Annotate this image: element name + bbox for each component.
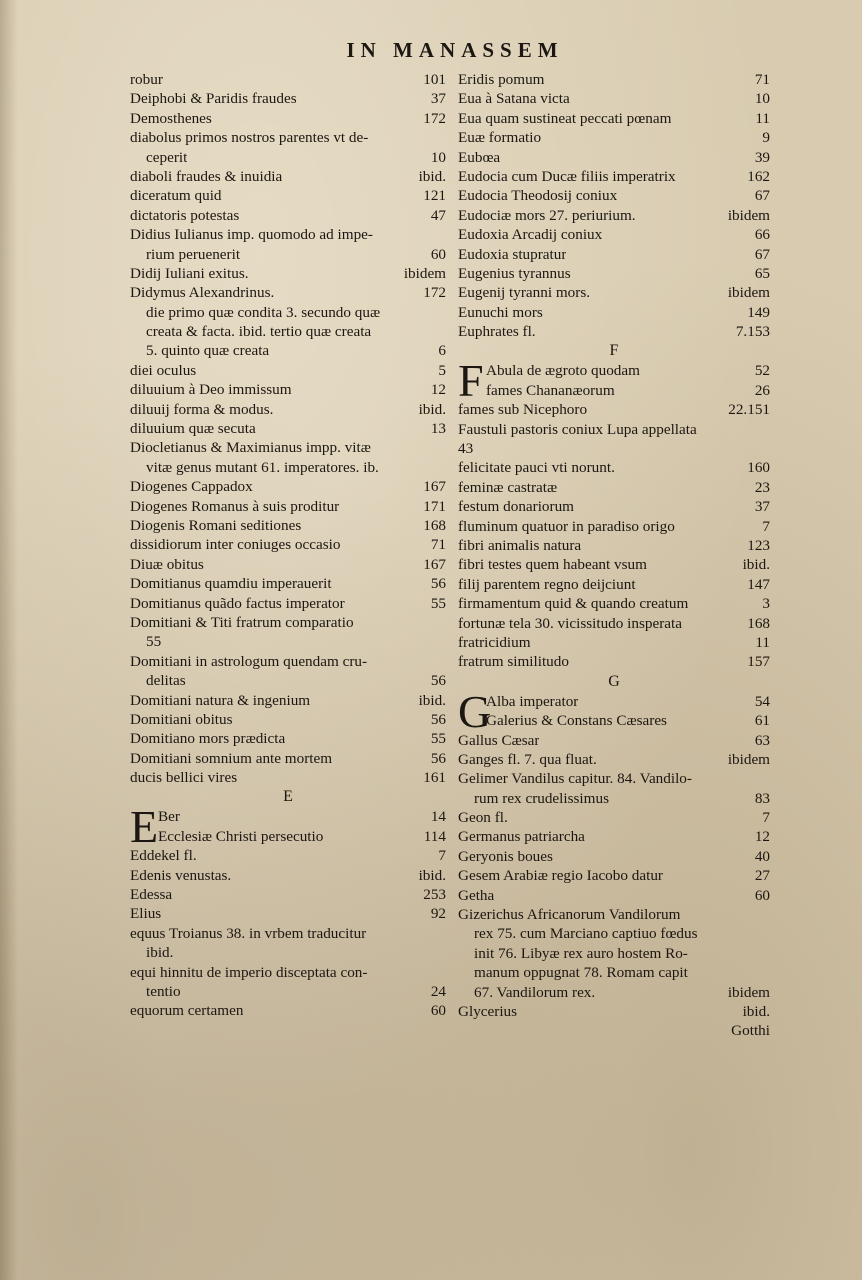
entry-term: Deiphobi & Paridis fraudes xyxy=(130,90,297,108)
entry-page-ref: 7 xyxy=(762,809,770,827)
entry-term: Domitiani natura & ingenium xyxy=(130,691,311,709)
entry-page-ref: 56 xyxy=(430,575,446,593)
index-entry xyxy=(130,768,446,787)
index-entry xyxy=(130,458,446,477)
entry-term: Domitiano mors prædicta xyxy=(130,730,286,748)
index-entry xyxy=(130,128,446,147)
index-entry xyxy=(458,827,770,846)
entry-page-ref: 172 xyxy=(423,284,446,302)
index-entry xyxy=(130,186,446,205)
index-entry xyxy=(130,807,446,826)
entry-page-ref: 7 xyxy=(438,847,446,865)
index-entry xyxy=(130,749,446,768)
index-entry xyxy=(458,517,770,536)
index-entry xyxy=(130,885,446,904)
entry-page-ref: 54 xyxy=(754,692,770,710)
entry-page-ref: 23 xyxy=(754,478,770,496)
index-entry xyxy=(130,303,446,322)
entry-page-ref: 66 xyxy=(754,226,770,244)
index-entry xyxy=(458,905,770,924)
index-entry xyxy=(458,1021,770,1040)
entry-term: ibid. xyxy=(146,944,174,962)
entry-page-ref: ibid. xyxy=(418,400,446,418)
entry-page-ref: 10 xyxy=(430,148,446,166)
entry-page-ref: 56 xyxy=(430,672,446,690)
entry-page-ref: 11 xyxy=(755,633,770,651)
index-entry xyxy=(458,692,770,711)
entry-term: Eugenij tyranni mors. xyxy=(458,284,591,302)
entry-term: equorum certamen xyxy=(130,1002,244,1020)
entry-page-ref: 37 xyxy=(754,498,770,516)
entry-page-ref: 83 xyxy=(754,789,770,807)
index-entry xyxy=(458,109,770,128)
entry-term: Geon fl. xyxy=(458,809,508,827)
index-entry xyxy=(130,400,446,419)
entry-term: diaboli fraudes & inuidia xyxy=(130,167,283,185)
entry-term: Eua quam sustineat peccati pœnam xyxy=(458,109,672,127)
entry-page-ref: ibidem xyxy=(727,284,770,302)
entry-term: fratricidium xyxy=(458,633,531,651)
entry-term: vitæ genus mutant 61. imperatores. ib. xyxy=(146,458,379,476)
entry-term: fortunæ tela 30. vicissitudo insperata xyxy=(458,614,682,632)
index-entry xyxy=(130,516,446,535)
index-entry xyxy=(130,982,446,1001)
entry-term: fluminum quatuor in paradiso origo xyxy=(458,517,675,535)
entry-page-ref: 55 xyxy=(430,594,446,612)
entry-term: Domitiani & Titi fratrum comparatio xyxy=(130,613,354,631)
entry-term: rex 75. cum Marciano captiuo fœdus xyxy=(474,925,698,943)
entry-term: Elius xyxy=(130,905,162,923)
index-entry xyxy=(130,729,446,748)
index-entry xyxy=(458,652,770,671)
entry-term: delitas xyxy=(146,672,186,690)
entry-term: Ecclesiæ Christi persecutio xyxy=(158,827,324,845)
index-entry xyxy=(130,148,446,167)
index-entry xyxy=(458,478,770,497)
entry-page-ref: 55 xyxy=(430,730,446,748)
entry-page-ref: 114 xyxy=(423,827,446,845)
entry-term: Demosthenes xyxy=(130,109,212,127)
entry-page-ref: 162 xyxy=(747,167,770,185)
entry-term: ducis bellici vires xyxy=(130,769,238,787)
index-entry xyxy=(130,671,446,690)
index-entry xyxy=(458,711,770,730)
entry-term: Euæ formatio xyxy=(458,129,542,147)
entry-page-ref: 61 xyxy=(754,712,770,730)
index-entry xyxy=(130,167,446,186)
dropcap-block xyxy=(130,801,446,853)
entry-term: manum oppugnat 78. Romam capit xyxy=(474,964,688,982)
entry-term: diceratum quid xyxy=(130,187,222,205)
entry-term: Eddekel fl. xyxy=(130,847,197,865)
index-entry xyxy=(458,420,770,439)
index-entry xyxy=(458,789,770,808)
entry-term: diluuium quæ secuta xyxy=(130,420,256,438)
entry-page-ref: ibid. xyxy=(742,556,770,574)
index-entry xyxy=(130,225,446,244)
entry-term: 67. Vandilorum rex. xyxy=(474,983,596,1001)
entry-page-ref: 253 xyxy=(423,886,446,904)
index-entry xyxy=(458,555,770,574)
index-entry xyxy=(458,808,770,827)
index-entry xyxy=(130,70,446,89)
index-entry xyxy=(458,361,770,380)
entry-page-ref: ibidem xyxy=(727,983,770,1001)
entry-page-ref: 160 xyxy=(747,459,770,477)
entry-term: Euphrates fl. xyxy=(458,323,536,341)
entry-term: Diocletianus & Maximianus impp. vitæ xyxy=(130,439,371,457)
entry-term: Eudocia cum Ducæ filiis imperatrix xyxy=(458,167,676,185)
index-column-left xyxy=(130,70,446,1021)
entry-page-ref: 60 xyxy=(430,1002,446,1020)
entry-page-ref: 71 xyxy=(430,536,446,554)
entry-page-ref: 161 xyxy=(423,769,446,787)
entry-page-ref: 10 xyxy=(754,90,770,108)
index-entry xyxy=(130,710,446,729)
entry-term: felicitate pauci vti norunt. xyxy=(458,459,615,477)
entry-page-ref: 121 xyxy=(423,187,446,205)
index-entry xyxy=(130,477,446,496)
index-entry xyxy=(458,575,770,594)
entry-term: rum rex crudelissimus xyxy=(474,789,609,807)
entry-term: feminæ castratæ xyxy=(458,478,558,496)
entry-term: firmamentum quid & quando creatum xyxy=(458,595,689,613)
index-entry xyxy=(130,594,446,613)
entry-term: Eridis pomum xyxy=(458,71,545,88)
dropcap-block xyxy=(458,355,770,407)
entry-term: Eudocia Theodosij coniux xyxy=(458,187,618,205)
entry-term: Gelimer Vandilus capitur. 84. Vandilo- xyxy=(458,770,692,788)
entry-page-ref: 7 xyxy=(762,517,770,535)
index-entry xyxy=(458,322,770,341)
entry-page-ref: ibidem xyxy=(403,264,446,282)
entry-term: Ber xyxy=(158,808,180,826)
index-entry xyxy=(458,439,770,458)
entry-page-ref: 147 xyxy=(747,575,770,593)
index-entry xyxy=(458,128,770,147)
entry-term: Eudoxia stupratur xyxy=(458,245,567,263)
index-entry xyxy=(458,245,770,264)
entry-term: Germanus patriarcha xyxy=(458,828,585,846)
entry-page-ref: 26 xyxy=(754,381,770,399)
entry-page-ref: 157 xyxy=(747,653,770,671)
index-entry xyxy=(130,380,446,399)
index-entry xyxy=(458,225,770,244)
index-entry xyxy=(458,924,770,943)
entry-term: Didius Iulianus imp. quomodo ad impe- xyxy=(130,226,373,244)
entry-term: diei oculus xyxy=(130,361,197,379)
entry-term: init 76. Libyæ rex auro hostem Ro- xyxy=(474,944,688,962)
drop-cap-initial: F xyxy=(458,355,484,407)
index-entry xyxy=(458,944,770,963)
index-column-right xyxy=(458,70,770,1041)
entry-term: 55 xyxy=(146,633,162,651)
entry-term: 5. quinto quæ creata xyxy=(146,342,270,360)
dropcap-block xyxy=(458,685,770,737)
entry-page-ref: ibidem xyxy=(727,206,770,224)
index-entry xyxy=(458,89,770,108)
entry-term: Edenis venustas. xyxy=(130,866,232,884)
entry-page-ref: 52 xyxy=(754,362,770,380)
entry-page-ref: ibid. xyxy=(418,866,446,884)
entry-page-ref: 149 xyxy=(747,303,770,321)
entry-term: equus Troianus 38. in vrbem traducitur xyxy=(130,924,367,942)
index-entry xyxy=(458,866,770,885)
entry-term: Eubœa xyxy=(458,148,501,166)
entry-term: Faustuli pastoris coniux Lupa appellata xyxy=(458,420,697,438)
entry-page-ref: 12 xyxy=(754,828,770,846)
drop-cap-initial: E xyxy=(130,801,159,853)
index-entry xyxy=(458,963,770,982)
entry-term: fibri animalis natura xyxy=(458,536,582,554)
index-entry xyxy=(130,574,446,593)
index-entry xyxy=(458,633,770,652)
entry-page-ref: 67 xyxy=(754,187,770,205)
entry-term: Domitianus quamdiu imperauerit xyxy=(130,575,332,593)
index-entry xyxy=(130,963,446,982)
entry-page-ref: 5 xyxy=(438,361,446,379)
index-entry xyxy=(130,555,446,574)
entry-page-ref: 6 xyxy=(438,342,446,360)
index-entry xyxy=(130,652,446,671)
entry-term: Domitiani obitus xyxy=(130,710,233,728)
entry-term: dissidiorum inter coniuges occasio xyxy=(130,536,341,554)
entry-page-ref: 63 xyxy=(754,731,770,749)
index-entry xyxy=(458,381,770,400)
entry-page-ref: 40 xyxy=(754,847,770,865)
section-letter: F xyxy=(609,342,619,360)
entry-term: Eugenius tyrannus xyxy=(458,264,571,282)
index-entry xyxy=(458,303,770,322)
entry-page-ref: 92 xyxy=(430,905,446,923)
entry-page-ref: 168 xyxy=(747,614,770,632)
entry-term: Gallus Cæsar xyxy=(458,731,540,749)
entry-term: rium peruenerit xyxy=(146,245,241,263)
index-entry xyxy=(130,341,446,360)
index-entry xyxy=(130,264,446,283)
entry-term: Abula de ægroto quodam xyxy=(486,362,640,380)
entry-term: Glycerius xyxy=(458,1002,518,1020)
entry-page-ref: ibid. xyxy=(418,691,446,709)
entry-page-ref: 101 xyxy=(423,71,446,88)
entry-term: Diuæ obitus xyxy=(130,555,204,573)
index-entry xyxy=(458,750,770,769)
entry-page-ref: 27 xyxy=(754,867,770,885)
index-entry xyxy=(130,866,446,885)
index-entry xyxy=(130,632,446,651)
entry-term: creata & facta. ibid. tertio quæ creata xyxy=(146,323,372,341)
entry-term: Gizerichus Africanorum Vandilorum xyxy=(458,906,681,924)
entry-term: Diogenis Romani seditiones xyxy=(130,516,302,534)
entry-page-ref: 60 xyxy=(754,886,770,904)
index-entry xyxy=(130,827,446,846)
index-entry xyxy=(458,148,770,167)
entry-page-ref: 171 xyxy=(423,497,446,515)
index-entry xyxy=(130,846,446,865)
page-header: IN MANASSEM xyxy=(346,38,564,62)
entry-term: Alba imperator xyxy=(486,692,579,710)
entry-page-ref: 9 xyxy=(762,129,770,147)
index-entry xyxy=(458,497,770,516)
entry-term: filij parentem regno deijciunt xyxy=(458,575,636,593)
index-entry xyxy=(130,89,446,108)
entry-term: Diogenes Cappadox xyxy=(130,478,253,496)
entry-page-ref: ibid. xyxy=(418,167,446,185)
entry-page-ref: ibid. xyxy=(742,1002,770,1020)
index-entry xyxy=(130,924,446,943)
entry-term: Eudoxia Arcadij coniux xyxy=(458,226,603,244)
entry-term: equi hinnitu de imperio disceptata con- xyxy=(130,963,368,981)
index-entry xyxy=(130,322,446,341)
index-entry xyxy=(130,438,446,457)
entry-term: fames Chananæorum xyxy=(486,381,615,399)
entry-term: Geryonis boues xyxy=(458,847,553,865)
index-entry xyxy=(458,70,770,89)
entry-term: Eudociæ mors 27. periurium. xyxy=(458,206,636,224)
index-entry xyxy=(130,109,446,128)
entry-page-ref: 11 xyxy=(755,109,770,127)
index-entry xyxy=(458,400,770,419)
index-entry xyxy=(458,206,770,225)
entry-page-ref: ibidem xyxy=(727,750,770,768)
entry-term: robur xyxy=(130,71,163,88)
index-entry xyxy=(130,361,446,380)
entry-page-ref: 67 xyxy=(754,245,770,263)
section-letter: G xyxy=(608,672,620,690)
index-entry xyxy=(130,245,446,264)
entry-page-ref: 172 xyxy=(423,109,446,127)
entry-page-ref: 167 xyxy=(423,555,446,573)
entry-page-ref: 14 xyxy=(430,808,446,826)
entry-term: Gesem Arabiæ regio Iacobo datur xyxy=(458,867,663,885)
index-entry xyxy=(458,769,770,788)
index-entry xyxy=(130,1001,446,1020)
entry-page-ref: 39 xyxy=(754,148,770,166)
index-entry xyxy=(458,594,770,613)
entry-term: Diogenes Romanus à suis proditur xyxy=(130,497,340,515)
entry-term: Domitiani in astrologum quendam cru- xyxy=(130,652,368,670)
entry-term: Didymus Alexandrinus. xyxy=(130,284,275,302)
index-entry xyxy=(130,283,446,302)
index-entry xyxy=(130,943,446,962)
entry-term: Domitianus quãdo factus imperator xyxy=(130,594,345,612)
entry-page-ref: 60 xyxy=(430,245,446,263)
entry-page-ref: 56 xyxy=(430,749,446,767)
entry-term: fratrum similitudo xyxy=(458,653,569,671)
entry-page-ref: 37 xyxy=(430,90,446,108)
drop-cap-initial: G xyxy=(458,685,492,737)
entry-term: ceperit xyxy=(146,148,188,166)
entry-term: die primo quæ condita 3. secundo quæ xyxy=(146,303,381,321)
entry-term: Galerius & Constans Cæsares xyxy=(486,712,667,730)
entry-term: Domitiani somnium ante mortem xyxy=(130,749,333,767)
index-entry xyxy=(458,731,770,750)
entry-term: festum donariorum xyxy=(458,498,574,516)
entry-page-ref: 167 xyxy=(423,478,446,496)
index-entry xyxy=(130,691,446,710)
entry-page-ref: 56 xyxy=(430,710,446,728)
index-entry xyxy=(130,419,446,438)
entry-term: tentio xyxy=(146,982,181,1000)
index-entry xyxy=(458,186,770,205)
index-entry xyxy=(458,847,770,866)
index-entry xyxy=(130,206,446,225)
entry-term: Eunuchi mors xyxy=(458,303,543,321)
entry-page-ref: 13 xyxy=(430,420,446,438)
index-entry xyxy=(130,535,446,554)
entry-term: fames sub Nicephoro xyxy=(458,401,588,419)
entry-term: Getha xyxy=(458,886,495,904)
entry-page-ref: 3 xyxy=(762,595,770,613)
index-entry xyxy=(458,983,770,1002)
entry-page-ref: 71 xyxy=(754,71,770,88)
index-entry xyxy=(458,283,770,302)
index-entry xyxy=(458,536,770,555)
entry-term: Didij Iuliani exitus. xyxy=(130,264,249,282)
index-entry xyxy=(458,886,770,905)
index-entry xyxy=(458,1002,770,1021)
section-letter: E xyxy=(283,788,293,806)
entry-page-ref: 12 xyxy=(430,381,446,399)
index-entry xyxy=(458,458,770,477)
index-entry xyxy=(130,904,446,923)
entry-page-ref: 123 xyxy=(747,536,770,554)
entry-page-ref: 65 xyxy=(754,264,770,282)
entry-term: fibri testes quem habeant vsum xyxy=(458,556,647,574)
entry-term: Ganges fl. 7. qua fluat. xyxy=(458,750,597,768)
entry-term: dictatoris potestas xyxy=(130,206,240,224)
index-entry xyxy=(458,614,770,633)
entry-page-ref: 24 xyxy=(430,982,446,1000)
index-entry xyxy=(458,264,770,283)
entry-term: 43 xyxy=(458,440,474,458)
entry-term: diluuium à Deo immissum xyxy=(130,381,292,399)
index-entry xyxy=(130,497,446,516)
entry-page-ref: Gotthi xyxy=(731,1022,770,1040)
index-entry xyxy=(458,167,770,186)
entry-page-ref: 7.153 xyxy=(735,323,770,341)
entry-page-ref: 22.151 xyxy=(728,401,770,419)
entry-term: diluuij forma & modus. xyxy=(130,400,274,418)
entry-term: diabolus primos nostros parentes vt de- xyxy=(130,129,369,147)
entry-term: Edessa xyxy=(130,886,173,904)
entry-page-ref: 168 xyxy=(423,516,446,534)
entry-page-ref: 47 xyxy=(430,206,446,224)
entry-term: Eua à Satana victa xyxy=(458,90,570,108)
index-entry xyxy=(130,613,446,632)
